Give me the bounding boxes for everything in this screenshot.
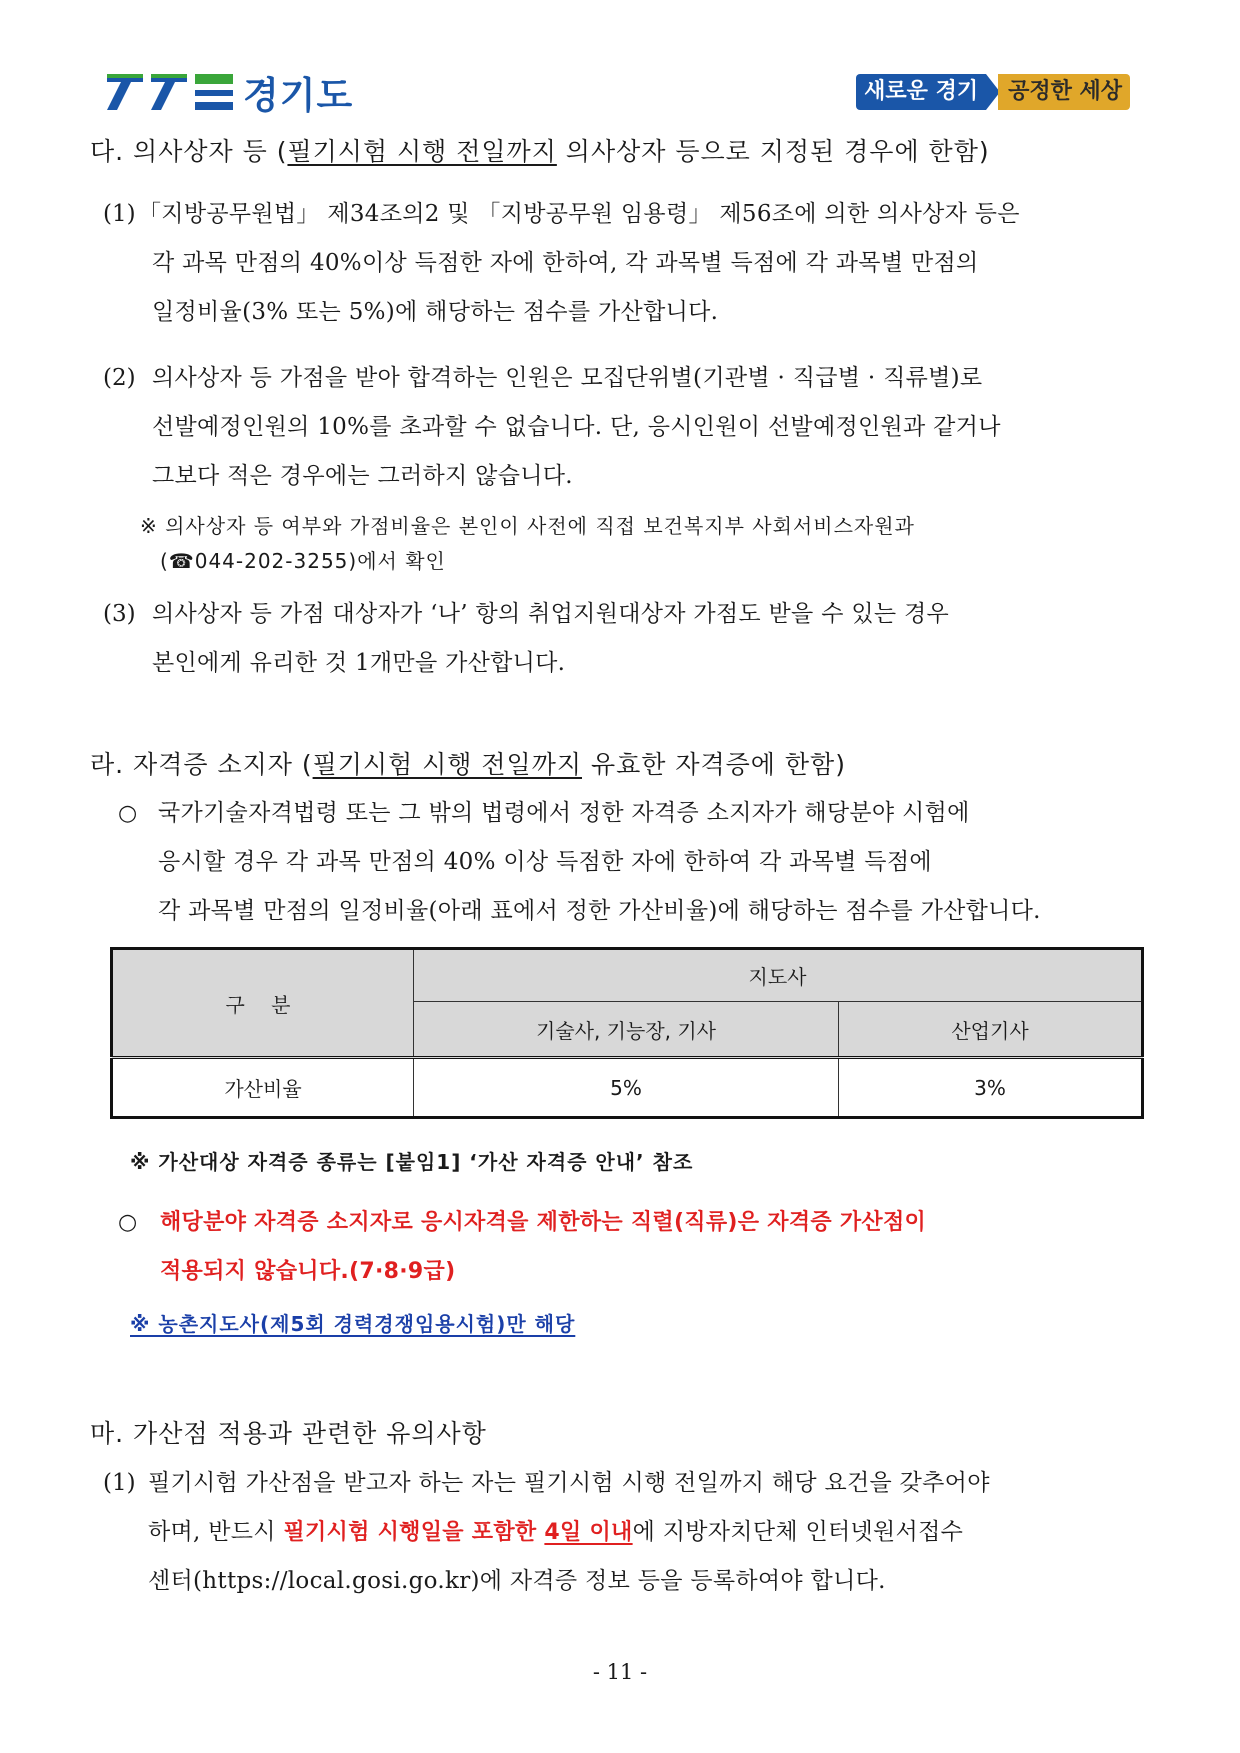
- note-da-line-1: ※ 의사상자 등 여부와 가점비율은 본인이 사전에 직접 보건복지부 사회서비스자원과: [140, 514, 915, 538]
- logo-text: 경기도: [243, 74, 354, 117]
- item-da-1-line-1: 「지방공무원법」 제34조의2 및 「지방공무원 임용령」 제56조에 의한 의사상자 등은: [138, 201, 1020, 227]
- item-da-1-number: (1): [103, 201, 136, 227]
- slogan-badge: [856, 74, 1130, 110]
- bonus-rate-table: [110, 947, 1144, 1119]
- note-da-line-2: (☎044-202-3255)에서 확인: [160, 549, 446, 573]
- item-ma-1-number: (1): [103, 1470, 136, 1496]
- item-da-3-number: (3): [103, 601, 136, 627]
- gyeonggi-logo: [105, 68, 353, 116]
- section-ra-heading-underline: 필기시험 시행 전일까지: [312, 750, 582, 779]
- table-row-label: 가산비율: [112, 1058, 414, 1118]
- bullet-ra-2-line-2: 적용되지 않습니다.(7·8·9급): [160, 1259, 456, 1284]
- slogan-left: 새로운 경기: [856, 74, 986, 110]
- item-da-2-number: (2): [103, 365, 136, 391]
- table-header-group: 지도사: [414, 949, 1143, 1002]
- bullet-ra-2-icon: ○: [118, 1210, 138, 1235]
- bullet-ra-1-line-2: 응시할 경우 각 과목 만점의 40% 이상 득점한 자에 한하여 각 과목별 득점에: [158, 849, 932, 875]
- item-da-2-line-2: 선발예정인원의 10%를 초과할 수 없습니다. 단, 응시인원이 선발예정인원과 같거나: [152, 414, 1001, 440]
- item-ma-1-line-1: 필기시험 가산점을 받고자 하는 자는 필기시험 시행 전일까지 해당 요건을 갖추어야: [148, 1470, 990, 1496]
- note-ra-2: ※ 농촌지도사(제5회 경력경쟁임용시험)만 해당: [130, 1312, 576, 1336]
- item-da-3-line-2: 본인에게 유리한 것 1개만을 가산합니다.: [152, 650, 566, 676]
- item-ma-1-highlight-underline: 4일 이내: [544, 1520, 633, 1545]
- bullet-ra-1-line-1: 국가기술자격법령 또는 그 밖의 법령에서 정한 자격증 소지자가 해당분야 시험에: [158, 800, 970, 826]
- slogan-right: 공정한 세상: [998, 74, 1130, 110]
- table-subheader-1: 기술사, 기능장, 기사: [414, 1002, 839, 1058]
- table-cell-value-1: 5%: [414, 1058, 839, 1118]
- gyeonggi-logo-icon: [105, 68, 235, 116]
- bullet-ra-2-line-1: 해당분야 자격증 소지자로 응시자격을 제한하는 직렬(직류)은 자격증 가산점이: [160, 1210, 927, 1235]
- bullet-ra-1-icon: ○: [118, 801, 138, 826]
- item-da-1-line-3: 일정비율(3% 또는 5%)에 해당하는 점수를 가산합니다.: [152, 299, 719, 325]
- item-da-2-line-1: 의사상자 등 가점을 받아 합격하는 인원은 모집단위별(기관별 · 직급별 · 직류별)로: [152, 365, 983, 391]
- table-cell-value-2: 3%: [839, 1058, 1143, 1118]
- section-ra-heading: 라. 자격증 소지자 (필기시험 시행 전일까지 유효한 자격증에 한함): [90, 750, 846, 779]
- note-ra-1: ※ 가산대상 자격증 종류는 [붙임1] ‘가산 자격증 안내’ 참조: [130, 1150, 694, 1174]
- item-da-1-line-2: 각 과목 만점의 40%이상 득점한 자에 한하여, 각 과목별 득점에 각 과목별 만점의: [152, 250, 979, 276]
- item-ma-1-highlight: 필기시험 시행일을 포함한: [283, 1520, 545, 1545]
- item-ma-1-line-2: 하며, 반드시 필기시험 시행일을 포함한 4일 이내에 지방자치단체 인터넷원서접수: [148, 1519, 964, 1545]
- section-da-heading-underline: 필기시험 시행 전일까지: [287, 137, 557, 166]
- page-number: - 11 -: [592, 1660, 648, 1684]
- table-header-category: 구 분: [112, 949, 414, 1058]
- item-da-2-line-3: 그보다 적은 경우에는 그러하지 않습니다.: [152, 463, 573, 489]
- bullet-ra-1-line-3: 각 과목별 만점의 일정비율(아래 표에서 정한 가산비율)에 해당하는 점수를 가산합니다.: [158, 898, 1041, 924]
- table-subheader-2: 산업기사: [839, 1002, 1143, 1058]
- section-ma-heading: 마. 가산점 적용과 관련한 유의사항: [90, 1419, 487, 1448]
- section-da-heading: 다. 의사상자 등 (필기시험 시행 전일까지 의사상자 등으로 지정된 경우에 한함): [90, 137, 990, 166]
- item-da-3-line-1: 의사상자 등 가점 대상자가 ‘나’ 항의 취업지원대상자 가점도 받을 수 있는 경우: [152, 601, 950, 627]
- item-ma-1-line-3: 센터(https://local.gosi.go.kr)에 자격증 정보 등을 등록하여야 합니다.: [148, 1568, 886, 1594]
